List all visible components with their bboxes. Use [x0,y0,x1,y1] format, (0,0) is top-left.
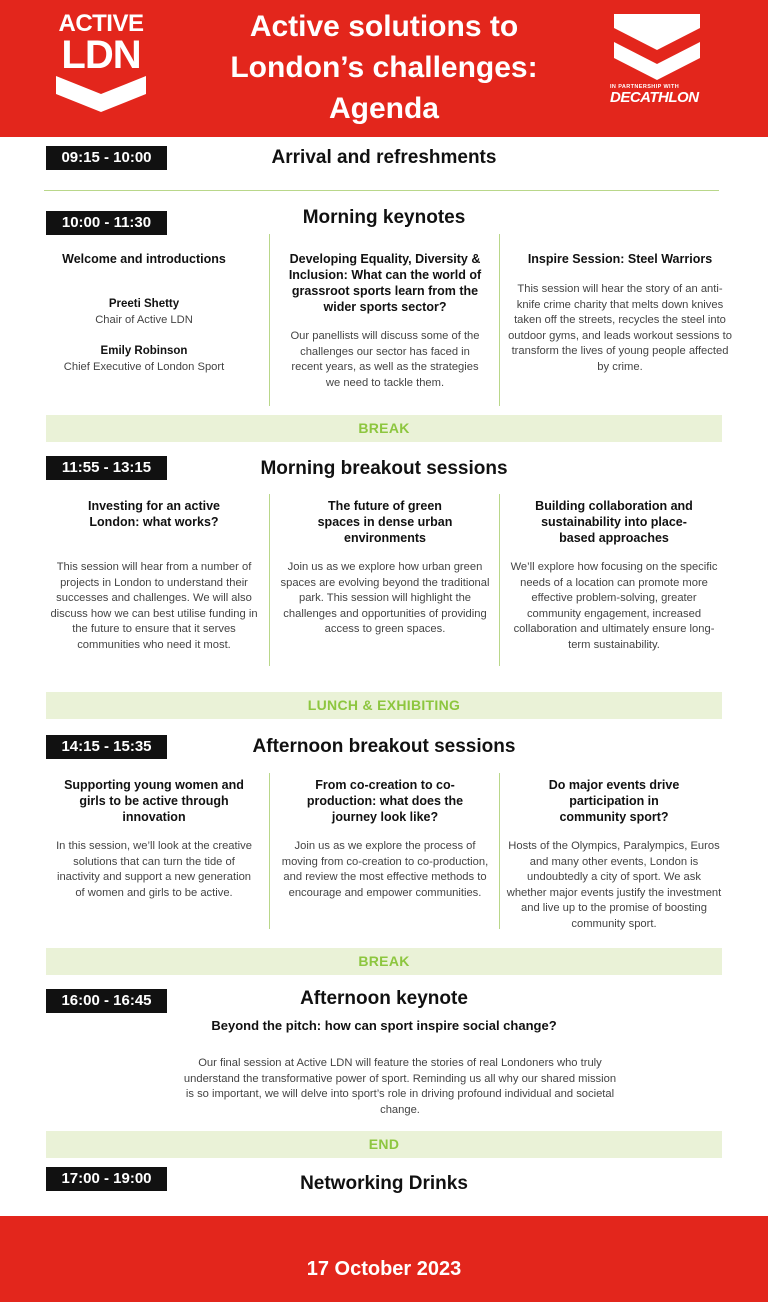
column-divider [269,234,270,406]
session-heading: Supporting young women and girls to be active through innovation [64,778,244,824]
decathlon-partner-logo [610,14,706,106]
session-description: In this session, we’ll look at the creative solutions that can turn the tide of inactivity and support a new generation of women and girls to be active. [56,840,252,899]
session-description: Join us as we explore how urban green spaces are evolving beyond the traditional park. This session will highlight the challenges and opportunities of providing access to green spaces. [280,561,490,635]
speaker-role: Chief Executive of London Sport [63,360,225,373]
column-divider [269,494,270,666]
morning-breakout-col-1 [44,498,264,653]
title-line-2: London’s challenges: [230,51,538,84]
speaker-name: Emily Robinson [100,345,188,357]
time-badge-afternoon-keynote: 16:00 - 16:45 [46,989,167,1013]
time-badge-networking: 17:00 - 19:00 [46,1167,167,1191]
session-description: Join us as we explore the process of moving from co-creation to co-production, and review the most effective methods to encourage and empower communities. [281,840,489,899]
keynote-col-3 [508,251,732,375]
column-divider [499,773,500,929]
time-badge-keynotes: 10:00 - 11:30 [46,211,167,235]
break-band: BREAK [46,415,722,442]
chevron-icon [56,76,146,112]
keynote-subtitle: Beyond the pitch: how can sport inspire social change? [211,1018,557,1033]
keynote-col-1 [34,251,254,375]
session-description: This session will hear from a number of projects in London to understand their successes and challenges. We will also discuss how we can best utilise funding in the future to ensure that it serves communities who need it most. [50,561,258,651]
header-banner [0,0,768,137]
time-badge-morning-breakout: 11:55 - 13:15 [46,456,167,480]
section-title-afternoon-breakout: Afternoon breakout sessions [252,736,516,757]
break-band: BREAK [46,948,722,975]
keynote-col-2 [274,251,496,391]
partner-brand: DECATHLON [610,89,699,106]
speaker-name: Preeti Shetty [108,298,180,310]
section-title-arrival: Arrival and refreshments [271,147,497,168]
section-title-morning-breakout: Morning breakout sessions [260,458,508,479]
session-description: Hosts of the Olympics, Paralympics, Euros and many other events, London is undoubtedly a city of sport. We ask whether major events justify the investment and live up to the promise of boosting community sport. [506,840,722,930]
logo-line-2: LDN [61,33,141,77]
section-title-afternoon-keynote: Afternoon keynote [300,988,468,1009]
time-badge-afternoon-breakout: 14:15 - 15:35 [46,735,167,759]
afternoon-breakout-col-2 [276,777,494,901]
event-date: 17 October 2023 [306,1258,462,1280]
session-heading: Inspire Session: Steel Warriors [527,252,713,266]
morning-breakout-col-3 [506,498,722,653]
column-divider [269,773,270,929]
page-title [190,6,578,129]
session-heading: From co-creation to co-production: what does the journey look like? [306,778,464,824]
footer-banner [0,1216,768,1302]
column-divider [499,234,500,406]
partner-text: IN PARTNERSHIP WITH [610,84,680,90]
end-band: END [46,1131,722,1158]
section-title-networking: Networking Drinks [300,1173,468,1194]
session-heading: Investing for an active London: what works? [88,499,220,529]
double-chevron-icon [614,14,700,80]
morning-breakout-col-2 [276,498,494,638]
keynote-description: Our final session at Active LDN will feature the stories of real Londoners who truly understand the transformative power of sport. Reminding us all why our shared mission is so important, we will delve into sport’s role in driving profound individual and societal change. [183,1057,617,1116]
session-heading: Developing Equality, Diversity & Inclusion: What can the world of grassroot sports learn from the wider sports sector? [288,252,482,314]
lunch-band: LUNCH & EXHIBITING [46,692,722,719]
speaker-role: Chair of Active LDN [95,313,193,326]
time-badge-arrival: 09:15 - 10:00 [46,146,167,170]
logo-line-1: ACTIVE [58,10,144,37]
afternoon-breakout-col-1 [44,777,264,901]
afternoon-breakout-col-3 [506,777,722,932]
column-divider [499,494,500,666]
session-description: We’ll explore how focusing on the specific needs of a location can promote more effective problem-solving, greater community engagement, increased collaboration and ultimately ensure long-term sustainability. [510,561,718,651]
session-heading: Do major events drive participation in community sport? [548,778,680,824]
session-description: Our panellists will discuss some of the challenges our sector has faced in recent years, as well as the strategies we need to tackle them. [290,330,480,389]
divider [44,190,719,191]
session-description: This session will hear the story of an anti-knife crime charity that melts down knives taken off the streets, recycles the steel into outdoor gyms, and leads workout sessions to transform the lives of young people affected by crime. [508,283,732,373]
title-line-1: Active solutions to [249,10,519,43]
title-line-3: Agenda [328,92,439,125]
session-heading: Building collaboration and sustainability into place-based approaches [535,499,693,545]
section-title-keynotes: Morning keynotes [302,207,466,228]
active-ldn-logo [54,12,148,112]
session-heading: The future of green spaces in dense urban environments [317,499,453,545]
session-heading: Welcome and introductions [62,252,226,266]
